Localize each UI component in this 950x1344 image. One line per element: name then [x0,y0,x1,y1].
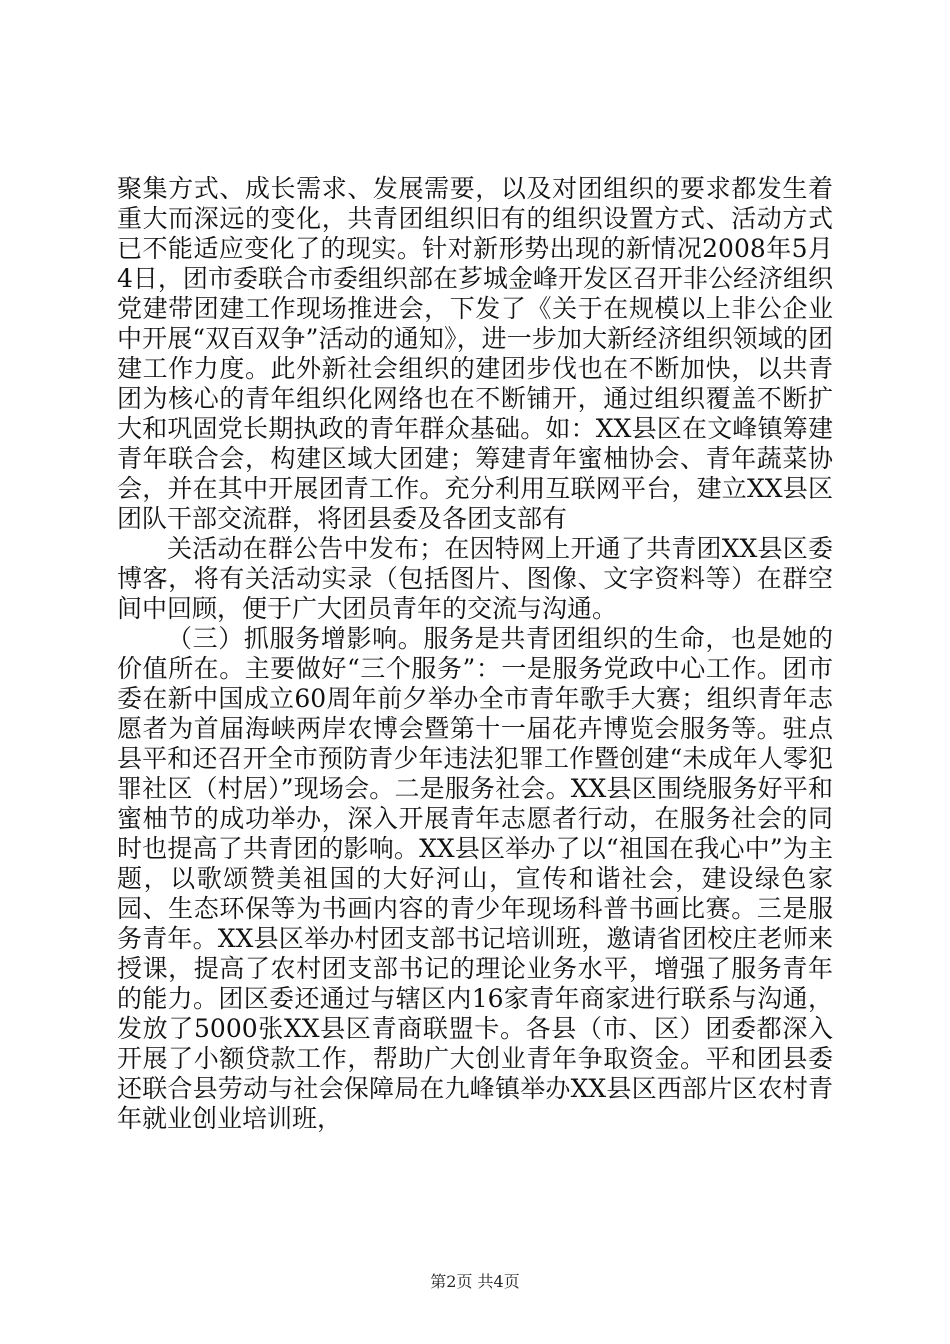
paragraph-2: 关活动在群公告中发布；在因特网上开通了共青团XX县区委博客，将有关活动实录（包括图片、图像、文字资料等）在群空间中回顾，便于广大团员青年的交流与沟通。 [117,534,833,623]
body-text [117,174,833,1134]
paragraph-1: 聚集方式、成长需求、发展需要，以及对团组织的要求都发生着重大而深远的变化，共青团组织旧有的组织设置方式、活动方式已不能适应变化了的现实。针对新形势出现的新情况2008年5月4日，团市委联合市委组织部在芗城金峰开发区召开非公经济组织党建带团建工作现场推进会，下发了《关于在规模以上非公企业中开展“双百双争”活动的通知》，进一步加大新经济组织领域的团建工作力度。此外新社会组织的建团步伐也在不断加快，以共青团为核心的青年组织化网络也在不断铺开，通过组织覆盖不断扩大和巩固党长期执政的青年群众基础。如：XX县区在文峰镇筹建青年联合会，构建区域大团建；筹建青年蜜柚协会、青年蔬菜协会，并在其中开展团青工作。充分利用互联网平台，建立XX县区团队干部交流群，将团县委及各团支部有 [117,174,833,533]
paragraph-3: （三）抓服务增影响。服务是共青团组织的生命，也是她的价值所在。主要做好“三个服务”：一是服务党政中心工作。团市委在新中国成立60周年前夕举办全市青年歌手大赛；组织青年志愿者为首届海峡两岸农博会暨第十一届花卉博览会服务等。驻点县平和还召开全市预防青少年违法犯罪工作暨创建“未成年人零犯罪社区（村居）”现场会。二是服务社会。XX县区围绕服务好平和蜜柚节的成功举办，深入开展青年志愿者行动，在服务社会的同时也提高了共青团的影响。XX县区举办了以“祖国在我心中”为主题，以歌颂赞美祖国的大好河山，宣传和谐社会，建设绿色家园、生态环保等为书画内容的青少年现场科普书画比赛。三是服务青年。XX县区举办村团支部书记培训班，邀请省团校庄老师来授课，提高了农村团支部书记的理论业务水平，增强了服务青年的能力。团区委还通过与辖区内16家青年商家进行联系与沟通，发放了5000张XX县区青商联盟卡。各县（市、区）团委都深入开展了小额贷款工作，帮助广大创业青年争取资金。平和团县委还联合县劳动与社会保障局在九峰镇举办XX县区西部片区农村青年就业创业培训班， [117,624,833,1133]
page-footer: 第2页 共4页 [430,1272,520,1291]
